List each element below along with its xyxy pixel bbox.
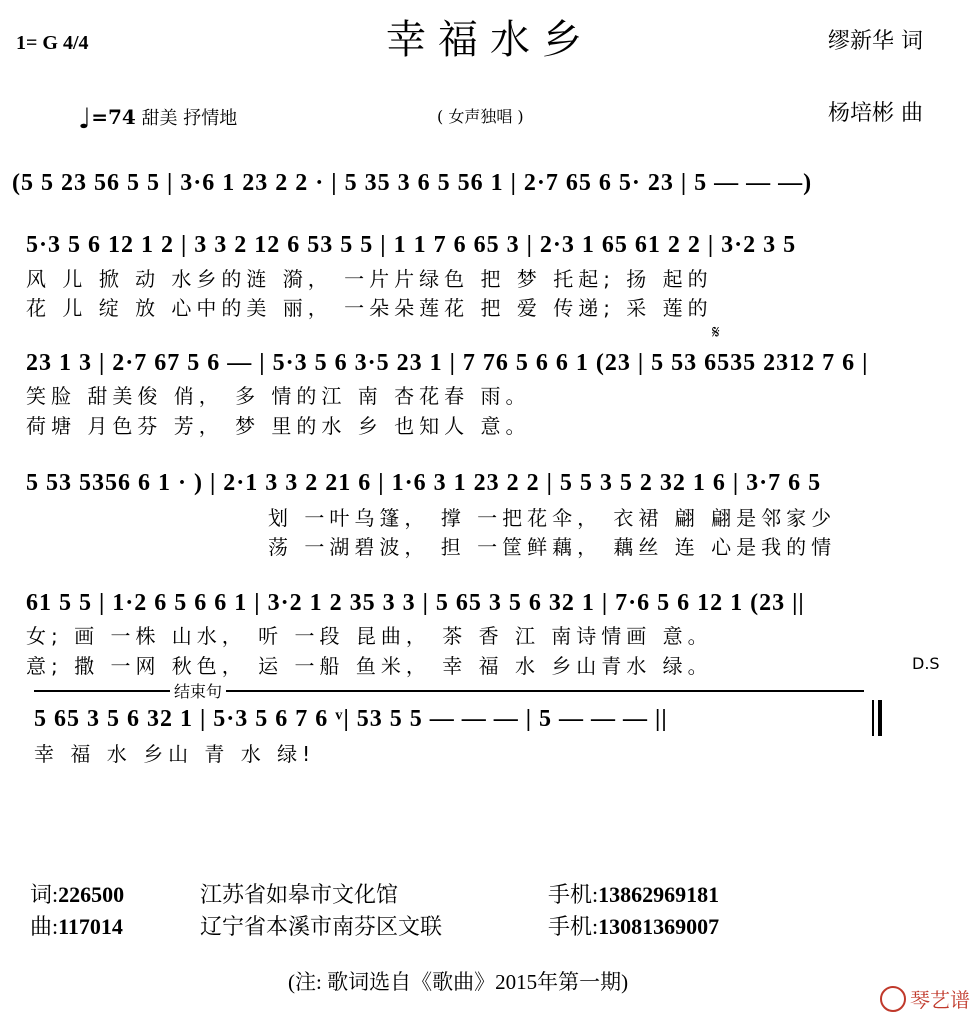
final-barline — [872, 700, 874, 736]
tempo-marking — [78, 102, 237, 135]
lyricist-zip: 226500 — [58, 882, 125, 907]
score-line-2: 5·3 5 6 12 1 2 | 3 3 2 12 6 53 5 5 | 1 1 7 6 65 3 | 2·3 1 65 61 2 2 | 3·2 3 5 — [26, 232, 797, 258]
composer-phone — [548, 910, 719, 941]
lyricist-contact — [30, 878, 124, 909]
watermark-brand: 琴艺谱 — [910, 988, 970, 1012]
voice-type: ( 女声独唱 ) — [437, 107, 524, 126]
lyric-line-3-verse-1: 笑脸 甜美俊 俏， 多 情的江 南 杏花春 雨。 — [26, 384, 531, 408]
final-barline-thick — [878, 700, 882, 736]
watermark-logo — [880, 984, 970, 1013]
score-line-4: 5 53 5356 6 1 · ) | 2·1 3 3 2 21 6 | 1·6 3 1 23 2 2 | 5 5 3 5 2 32 1 6 | 3·7 6 5 — [26, 470, 822, 496]
lyricist-phone-label: 手机: — [548, 882, 599, 907]
key-signature: 1= G 4/4 — [16, 32, 89, 54]
lyric-line-4-verse-2: 荡 一湖碧波， 担 一筐鲜藕， 藕丝 连 心是我的情 — [268, 535, 837, 559]
composer-contact — [30, 910, 123, 941]
score-line-1: (5 5 23 56 5 5 | 3·6 1 23 2 2 · | 5 35 3 6 5 56 1 | 2·7 65 6 5· 23 | 5 — — —) — [12, 170, 813, 196]
composer-credit: 杨培彬 曲 — [828, 101, 923, 126]
lyricist-credit: 缪新华 词 — [828, 29, 923, 54]
tempo-expression: 甜美 抒情地 — [141, 108, 238, 129]
composer-phone-label: 手机: — [548, 914, 599, 939]
composer-zip: 117014 — [58, 914, 123, 939]
source-note: (注: 歌词选自《歌曲》2015年第一期) — [288, 970, 629, 994]
segno-sign: 𝄋 — [712, 322, 720, 343]
lyric-line-5-verse-1: 女; 画 一株 山水， 听 一段 昆曲， 茶 香 江 南诗情画 意。 — [26, 624, 713, 648]
quarter-note-icon: ♩ — [78, 102, 92, 135]
lyricist-phone-number: 13862969181 — [598, 882, 720, 907]
lyricist-contact-label: 词: — [30, 882, 59, 907]
score-line-6: 5 65 3 5 6 32 1 | 5·3 5 6 7 6 ᵛ| 53 5 5 — — — | 5 — — — || — [34, 706, 668, 732]
composer-address: 辽宁省本溪市南芬区文联 — [200, 914, 443, 939]
composer-contact-label: 曲: — [30, 914, 59, 939]
logo-icon — [880, 986, 906, 1012]
lyric-line-5-verse-2: 意; 撒 一网 秋色， 运 一船 鱼米， 幸 福 水 乡山青水 绿。 — [26, 654, 713, 678]
composer-phone-number: 13081369007 — [598, 914, 720, 939]
tempo-value: =74 — [91, 105, 136, 129]
ending-label: 结束句 — [170, 679, 226, 702]
lyric-line-2-verse-1: 风 儿 掀 动 水乡的涟 漪， 一片片绿色 把 梦 托起; 扬 起的 — [26, 267, 713, 291]
lyric-line-3-verse-2: 荷塘 月色芬 芳， 梦 里的水 乡 也知人 意。 — [26, 414, 531, 438]
lyric-line-6: 幸 福 水 乡山 青 水 绿! — [34, 742, 316, 766]
song-title: 幸福水乡 — [386, 17, 594, 63]
score-line-5: 61 5 5 | 1·2 6 5 6 6 1 | 3·2 1 2 35 3 3 | 5 65 3 5 6 32 1 | 7·6 5 6 12 1 (23 || — [26, 590, 805, 616]
lyricist-phone — [548, 878, 719, 909]
dal-segno-marking: D.S — [912, 654, 940, 673]
lyric-line-4-verse-1: 划 一叶乌篷， 撑 一把花伞， 衣裙 翩 翩是邻家少 — [268, 506, 837, 530]
score-line-3: 23 1 3 | 2·7 67 5 6 — | 5·3 5 6 3·5 23 1 | 7 76 5 6 6 1 (23 | 5 53 6535 2312 7 6 | — [26, 350, 869, 376]
lyric-line-2-verse-2: 花 儿 绽 放 心中的美 丽， 一朵朵莲花 把 爱 传递; 采 莲的 — [26, 296, 713, 320]
ending-bracket — [34, 690, 864, 692]
lyricist-address: 江苏省如皋市文化馆 — [200, 882, 399, 907]
